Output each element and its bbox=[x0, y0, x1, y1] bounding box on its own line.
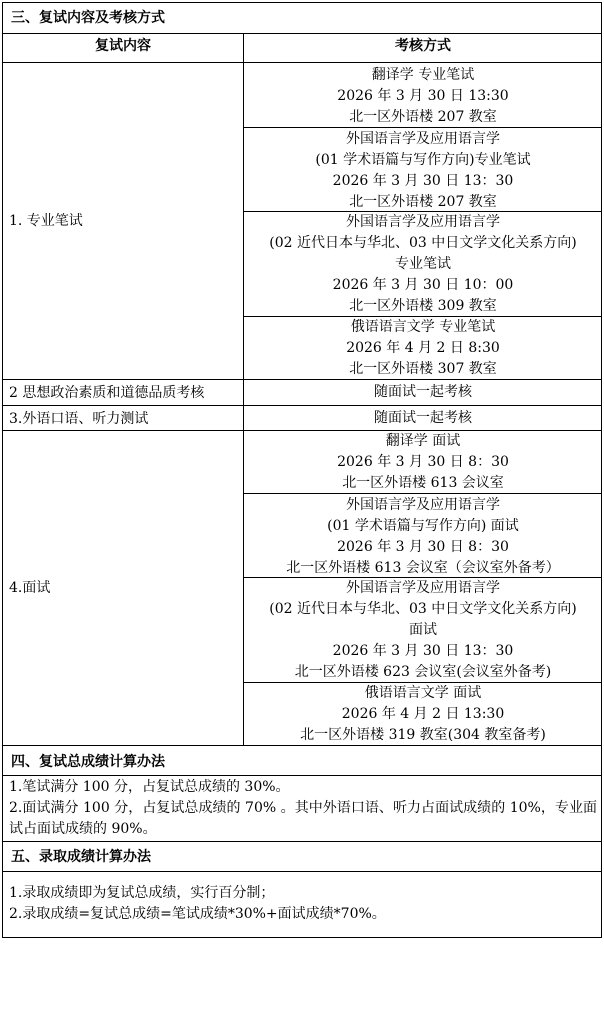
written-exam-translation bbox=[244, 65, 602, 128]
cell-line: 北一区外语楼 623 会议室(会议室外备考) bbox=[294, 664, 552, 680]
cell-line: 外国语言学及应用语言学 bbox=[346, 214, 500, 230]
cell-line: 专业笔试 bbox=[395, 256, 451, 272]
cell-line: 北一区外语楼 613 会议室 bbox=[342, 475, 504, 491]
cell-line: 2026 年 3 月 30 日 13:30 bbox=[337, 88, 509, 104]
written-exam-linguistics-02-03 bbox=[244, 212, 602, 317]
interview-linguistics-02-03 bbox=[244, 578, 602, 683]
cell-line: 北一区外语楼 207 教室 bbox=[349, 194, 497, 210]
interview-russian bbox=[244, 683, 602, 746]
cell-line: 翻译学 面试 bbox=[385, 433, 461, 449]
section-4-title: 四、复试总成绩计算办法 bbox=[11, 754, 165, 770]
row-label-political-review: 2 思想政治素质和道德品质考核 bbox=[9, 385, 205, 401]
divider bbox=[3, 405, 601, 406]
cell-line: 北一区外语楼 613 会议室（会议室外备考） bbox=[286, 560, 560, 576]
paragraph-line: 2.录取成绩=复试总成绩=笔试成绩*30%+面试成绩*70%。 bbox=[9, 906, 386, 922]
row-label-oral-listening: 3.外语口语、听力测试 bbox=[9, 411, 149, 427]
cell-line: 2026 年 3 月 30 日 8：30 bbox=[337, 539, 509, 555]
divider bbox=[3, 379, 601, 380]
cell-line: 外国语言学及应用语言学 bbox=[346, 580, 500, 596]
divider bbox=[243, 493, 601, 494]
paragraph-line: 1.录取成绩即为复试总成绩，实行百分制； bbox=[9, 885, 275, 901]
cell-line: (01 学术语篇与写作方向) 面试 bbox=[327, 518, 519, 534]
written-exam-russian bbox=[244, 317, 602, 380]
divider bbox=[3, 871, 601, 872]
cell-line: 北一区外语楼 307 教室 bbox=[349, 361, 497, 377]
paragraph-line: 2.面试满分 100 分，占复试总成绩的 70% 。其中外语口语、听力占面试成绩的 10%，专业面试占面试成绩的 90%。 bbox=[9, 800, 597, 837]
divider bbox=[3, 775, 601, 776]
cell-line: 外国语言学及应用语言学 bbox=[346, 131, 500, 147]
cell-line: 2026 年 3 月 30 日 13：30 bbox=[332, 643, 514, 659]
document-table bbox=[2, 2, 602, 938]
oral-listening-method bbox=[244, 408, 602, 429]
cell-line: 北一区外语楼 207 教室 bbox=[349, 109, 497, 125]
cell-line: 北一区外语楼 309 教室 bbox=[349, 298, 497, 314]
divider bbox=[3, 745, 601, 746]
column-header-content: 复试内容 bbox=[95, 38, 151, 54]
interview-translation bbox=[244, 431, 602, 494]
divider bbox=[243, 127, 601, 128]
cell-line: 翻译学 专业笔试 bbox=[371, 67, 475, 83]
row-label-written-exam: 1. 专业笔试 bbox=[9, 213, 83, 229]
cell-line: (02 近代日本与华北、03 中日文学文化关系方向) bbox=[269, 235, 577, 251]
cell-line: 北一区外语楼 319 教室(304 教室备考) bbox=[300, 727, 546, 743]
cell-line: 2026 年 3 月 30 日 10：00 bbox=[332, 277, 514, 293]
row-label-interview: 4.面试 bbox=[9, 580, 51, 596]
political-review-method bbox=[244, 382, 602, 403]
cell-line: (02 近代日本与华北、03 中日文学文化关系方向) bbox=[269, 601, 577, 617]
divider bbox=[3, 841, 601, 842]
cell-line: 俄语语言文学 面试 bbox=[364, 685, 482, 701]
written-exam-linguistics-01 bbox=[244, 129, 602, 213]
cell-line: 2026 年 4 月 2 日 13:30 bbox=[341, 706, 505, 722]
column-header-method: 考核方式 bbox=[395, 38, 451, 54]
section-5-body bbox=[9, 883, 597, 925]
cell-line: 俄语语言文学 专业笔试 bbox=[350, 319, 496, 335]
paragraph-line: 1.笔试满分 100 分，占复试总成绩的 30%。 bbox=[9, 779, 290, 795]
section-3-title: 三、复试内容及考核方式 bbox=[11, 10, 165, 26]
cell-line: 2026 年 3 月 30 日 8：30 bbox=[337, 454, 509, 470]
divider bbox=[3, 33, 601, 34]
cell-line: (01 学术语篇与写作方向)专业笔试 bbox=[315, 152, 531, 168]
cell-line: 随面试一起考核 bbox=[374, 410, 472, 426]
cell-line: 随面试一起考核 bbox=[374, 384, 472, 400]
section-4-body bbox=[9, 777, 597, 840]
cell-line: 外国语言学及应用语言学 bbox=[346, 497, 500, 513]
divider bbox=[3, 62, 601, 63]
cell-line: 2026 年 4 月 2 日 8:30 bbox=[346, 340, 500, 356]
cell-line: 面试 bbox=[409, 622, 437, 638]
cell-line: 2026 年 3 月 30 日 13：30 bbox=[332, 173, 514, 189]
section-5-title: 五、录取成绩计算办法 bbox=[11, 849, 151, 865]
interview-linguistics-01 bbox=[244, 495, 602, 579]
